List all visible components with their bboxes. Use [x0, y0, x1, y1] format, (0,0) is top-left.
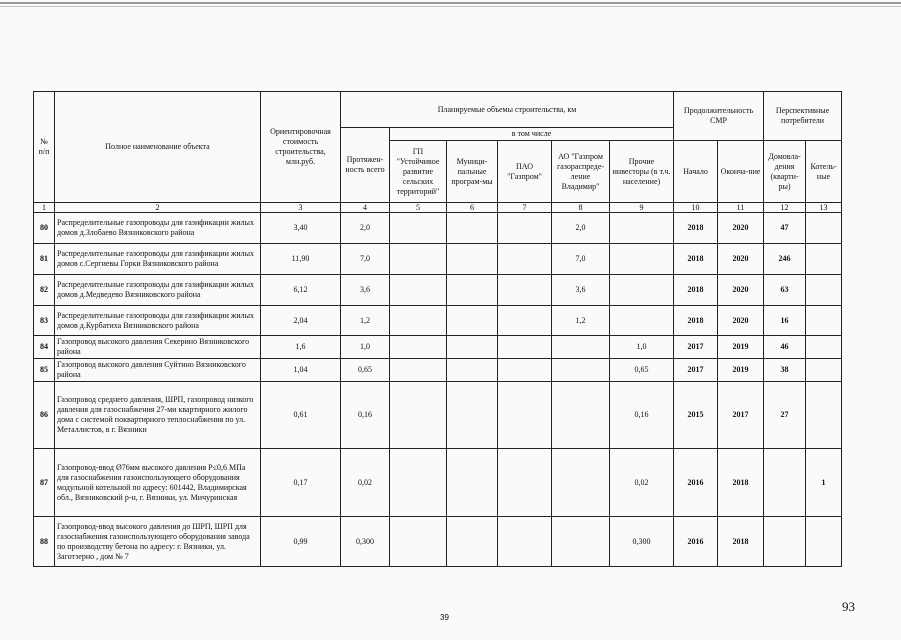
header-houses: Домовла-дения (кварти-ры) — [764, 141, 806, 203]
ao-value: 2,0 — [552, 213, 610, 244]
header-ao: АО "Газпром газораспреде-ление Владимир" — [552, 141, 610, 203]
municipal-value — [447, 213, 498, 244]
table-row — [34, 244, 842, 275]
index-cell: 1 — [34, 203, 55, 213]
households-count: 46 — [764, 336, 806, 359]
start-year: 2015 — [674, 382, 718, 449]
header-other: Прочие инвесторы (в т.ч. население) — [610, 141, 674, 203]
table-row — [34, 275, 842, 306]
object-name: Распределительные газопроводы для газификации жилых домов с.Сергиевы Горки Вязниковского района — [55, 244, 261, 275]
index-cell: 13 — [806, 203, 842, 213]
row-number: 84 — [34, 336, 55, 359]
pao-value — [498, 359, 552, 382]
table-row — [34, 359, 842, 382]
boilers-count: 1 — [806, 449, 842, 517]
object-name: Газопровод высокого давления Секерино Вязниковского района — [55, 336, 261, 359]
ao-value: 1,2 — [552, 306, 610, 336]
object-name: Распределительные газопроводы для газификации жилых домов д.Медведево Вязниковского района — [55, 275, 261, 306]
start-year: 2018 — [674, 306, 718, 336]
table-header — [34, 92, 842, 213]
object-name: Распределительные газопроводы для газификации жилых домов д.Курбатиха Вязниковского района — [55, 306, 261, 336]
ao-value — [552, 382, 610, 449]
gp-value — [390, 213, 447, 244]
pao-value — [498, 244, 552, 275]
gp-value — [390, 517, 447, 567]
ao-value — [552, 359, 610, 382]
boilers-count — [806, 244, 842, 275]
pao-value — [498, 449, 552, 517]
index-cell: 8 — [552, 203, 610, 213]
index-cell: 4 — [341, 203, 390, 213]
municipal-value — [447, 275, 498, 306]
index-cell: 7 — [498, 203, 552, 213]
municipal-value — [447, 336, 498, 359]
other-investors-value — [610, 306, 674, 336]
pao-value — [498, 213, 552, 244]
index-cell: 10 — [674, 203, 718, 213]
boilers-count — [806, 306, 842, 336]
households-count: 16 — [764, 306, 806, 336]
row-number: 81 — [34, 244, 55, 275]
object-name: Газопровод среднего давления, ШРП, газопровод низкого давления для газоснабжения 27-ми квартирного жилого дома с системой поквартирного теплоснабжения по ул. Металлистов, в г. Вязники — [55, 382, 261, 449]
total-length: 7,0 — [341, 244, 390, 275]
households-count — [764, 449, 806, 517]
top-rule — [0, 2, 901, 4]
page-number: 39 — [440, 613, 449, 622]
pao-value — [498, 306, 552, 336]
object-name: Газопровод-ввод Ø76мм высокого давления Р≤0,6 МПа для газоснабжения газоиспользующего оборудования модульной котельной по адресу: 601442, Владимирская обл., Вязниковский р-н, г. Вязники, ул. Мичуринская — [55, 449, 261, 517]
row-number: 80 — [34, 213, 55, 244]
table-row — [34, 336, 842, 359]
row-number: 82 — [34, 275, 55, 306]
total-length: 0,02 — [341, 449, 390, 517]
households-count: 27 — [764, 382, 806, 449]
households-count: 38 — [764, 359, 806, 382]
index-cell: 3 — [261, 203, 341, 213]
other-investors-value: 0,300 — [610, 517, 674, 567]
gp-value — [390, 382, 447, 449]
cost-value: 0,17 — [261, 449, 341, 517]
ao-value: 3,6 — [552, 275, 610, 306]
boilers-count — [806, 336, 842, 359]
table-row — [34, 449, 842, 517]
cost-value: 6,12 — [261, 275, 341, 306]
start-year: 2017 — [674, 336, 718, 359]
boilers-count — [806, 517, 842, 567]
header-end: Оконча-ние — [718, 141, 764, 203]
header-cost: Ориентировочная стоимость строительства, млн.руб. — [261, 92, 341, 203]
end-year: 2020 — [718, 244, 764, 275]
pao-value — [498, 382, 552, 449]
index-cell: 5 — [390, 203, 447, 213]
header-pao: ПАО "Газпром" — [498, 141, 552, 203]
other-investors-value: 1,0 — [610, 336, 674, 359]
row-number: 85 — [34, 359, 55, 382]
municipal-value — [447, 359, 498, 382]
table-row — [34, 306, 842, 336]
index-cell: 11 — [718, 203, 764, 213]
ao-value — [552, 336, 610, 359]
gp-value — [390, 244, 447, 275]
table-row — [34, 517, 842, 567]
header-boilers: Котель-ные — [806, 141, 842, 203]
header-start: Начало — [674, 141, 718, 203]
gp-value — [390, 449, 447, 517]
start-year: 2016 — [674, 449, 718, 517]
gp-value — [390, 306, 447, 336]
end-year: 2018 — [718, 449, 764, 517]
header-num: № п/п — [34, 92, 55, 203]
municipal-value — [447, 244, 498, 275]
households-count: 246 — [764, 244, 806, 275]
row-number: 88 — [34, 517, 55, 567]
end-year: 2020 — [718, 275, 764, 306]
construction-table — [33, 91, 842, 567]
header-group-duration: Продолжительность СМР — [674, 92, 764, 141]
gp-value — [390, 359, 447, 382]
boilers-count — [806, 359, 842, 382]
cost-value: 2,04 — [261, 306, 341, 336]
table-body — [34, 213, 842, 567]
gp-value — [390, 275, 447, 306]
end-year: 2019 — [718, 336, 764, 359]
object-name: Газопровод-ввод высокого давления до ШРП, ШРП для газоснабжения газоиспользующего оборудования завода по производству бетона по адресу: г. Вязники, ул. Заготзерно , дом № 7 — [55, 517, 261, 567]
header-municipal: Муници-пальные програм-мы — [447, 141, 498, 203]
ao-value — [552, 517, 610, 567]
index-cell: 9 — [610, 203, 674, 213]
header-name: Полное наименование объекта — [55, 92, 261, 203]
row-number: 87 — [34, 449, 55, 517]
total-length: 1,2 — [341, 306, 390, 336]
total-length: 0,16 — [341, 382, 390, 449]
table-row — [34, 213, 842, 244]
header-group-including: в том числе — [390, 128, 674, 141]
total-length: 1,0 — [341, 336, 390, 359]
municipal-value — [447, 449, 498, 517]
start-year: 2016 — [674, 517, 718, 567]
boilers-count — [806, 275, 842, 306]
ao-value — [552, 449, 610, 517]
start-year: 2018 — [674, 244, 718, 275]
households-count: 47 — [764, 213, 806, 244]
cost-value: 11,90 — [261, 244, 341, 275]
municipal-value — [447, 517, 498, 567]
cost-value: 1,6 — [261, 336, 341, 359]
end-year: 2017 — [718, 382, 764, 449]
other-investors-value: 0,02 — [610, 449, 674, 517]
other-investors-value: 0,65 — [610, 359, 674, 382]
top-rule-thin — [0, 6, 901, 7]
cost-value: 0,61 — [261, 382, 341, 449]
other-investors-value: 0,16 — [610, 382, 674, 449]
municipal-value — [447, 382, 498, 449]
total-length: 2,0 — [341, 213, 390, 244]
cost-value: 1,04 — [261, 359, 341, 382]
households-count: 63 — [764, 275, 806, 306]
other-investors-value — [610, 244, 674, 275]
start-year: 2018 — [674, 213, 718, 244]
index-cell: 12 — [764, 203, 806, 213]
corner-number: 93 — [842, 599, 855, 614]
other-investors-value — [610, 275, 674, 306]
start-year: 2017 — [674, 359, 718, 382]
total-length: 3,6 — [341, 275, 390, 306]
index-cell: 2 — [55, 203, 261, 213]
boilers-count — [806, 382, 842, 449]
end-year: 2019 — [718, 359, 764, 382]
object-name: Газопровод высокого давления Суйтино Вязниковского района — [55, 359, 261, 382]
total-length: 0,300 — [341, 517, 390, 567]
object-name: Распределительные газопроводы для газификации жилых домов д.Злобаево Вязниковского района — [55, 213, 261, 244]
pao-value — [498, 517, 552, 567]
header-group-consumers: Перспективные потребители — [764, 92, 842, 141]
total-length: 0,65 — [341, 359, 390, 382]
row-number: 86 — [34, 382, 55, 449]
boilers-count — [806, 213, 842, 244]
end-year: 2020 — [718, 213, 764, 244]
header-gp: ГП "Устойчивое развитие сельских территорий" — [390, 141, 447, 203]
header-group-volumes: Планируемые объемы строительства, км — [341, 92, 674, 128]
cost-value: 0,99 — [261, 517, 341, 567]
start-year: 2018 — [674, 275, 718, 306]
end-year: 2018 — [718, 517, 764, 567]
row-number: 83 — [34, 306, 55, 336]
cost-value: 3,40 — [261, 213, 341, 244]
index-cell: 6 — [447, 203, 498, 213]
gp-value — [390, 336, 447, 359]
households-count — [764, 517, 806, 567]
pao-value — [498, 275, 552, 306]
other-investors-value — [610, 213, 674, 244]
header-total: Протяжен-ность всего — [341, 128, 390, 203]
ao-value: 7,0 — [552, 244, 610, 275]
end-year: 2020 — [718, 306, 764, 336]
pao-value — [498, 336, 552, 359]
table-row — [34, 382, 842, 449]
municipal-value — [447, 306, 498, 336]
